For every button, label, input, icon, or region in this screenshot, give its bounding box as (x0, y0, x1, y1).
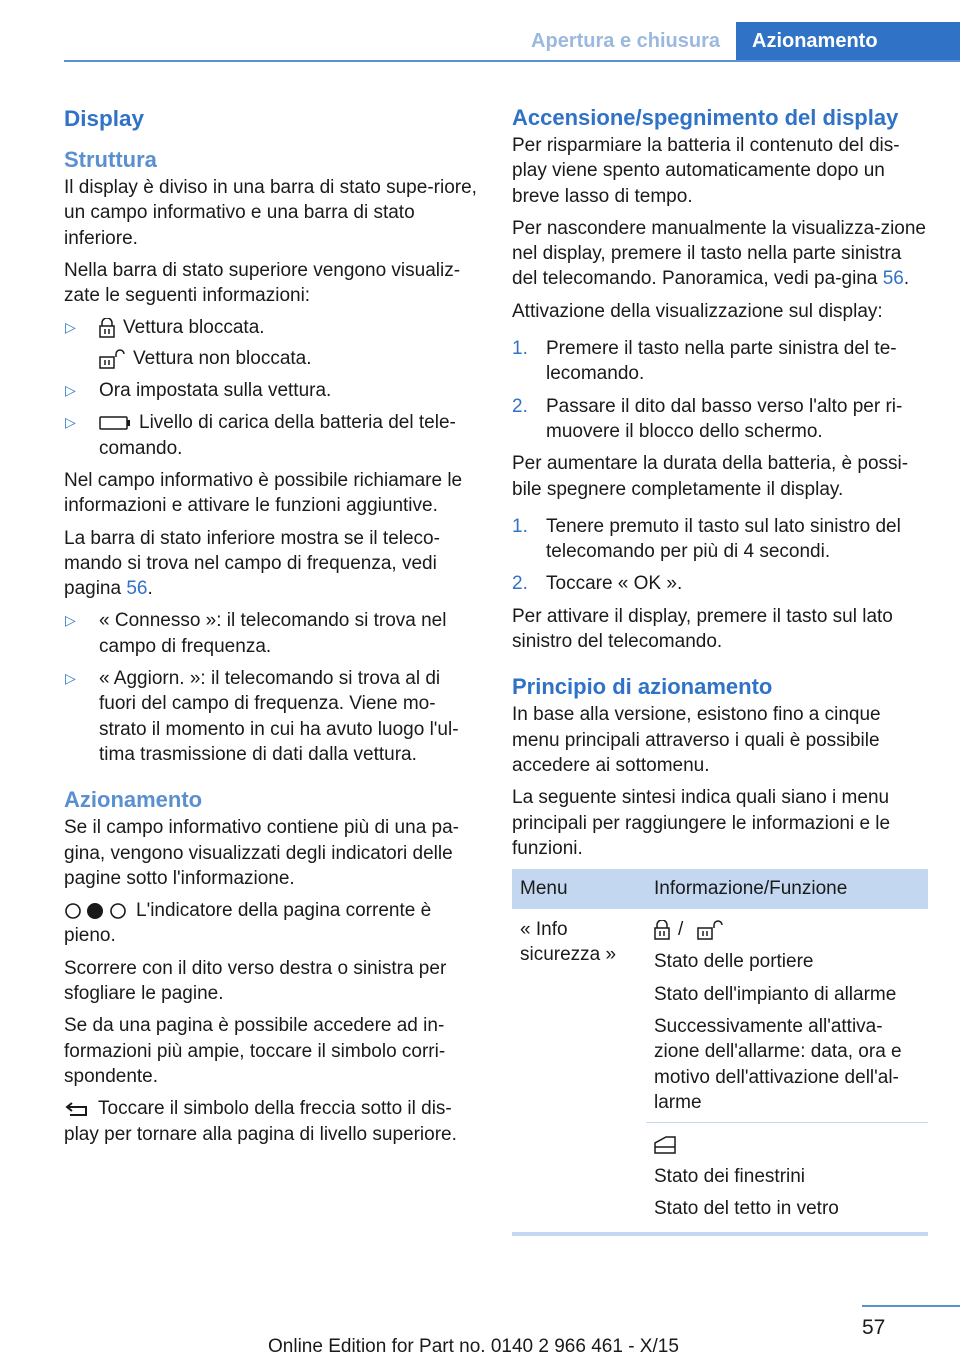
step-number: 1. (512, 338, 528, 360)
header-section-title: Apertura e chiusura (531, 30, 720, 52)
footer-rule (862, 1305, 960, 1307)
table-row (512, 1123, 928, 1228)
column-header-info: Informazione/Funzione (646, 869, 928, 909)
list-item-text: « Aggiorn. »: il telecomando si trova al di fuori del campo di frequenza. Viene mo-strato il momento in cui ha avuto luogo l'ul-tima trasmissione di dati dalla vettura. (99, 668, 459, 765)
paragraph: Il display è diviso in una barra di stato supe-riore, un campo informativo e una barra di stato inferiore. (64, 177, 477, 249)
table-cell-menu (512, 1123, 646, 1228)
list-item (64, 346, 482, 371)
info-line: Stato delle portiere (654, 951, 814, 973)
list-item (512, 394, 928, 445)
status-bar-list (64, 315, 482, 460)
list-item (512, 514, 928, 565)
list-item-text: Ora impostata sulla vettura. (99, 380, 332, 402)
list-item-text: Toccare « OK ». (546, 573, 683, 595)
step-number: 2. (512, 395, 528, 417)
bullet-triangle-icon: ▷ (65, 414, 76, 431)
paragraph: Nel campo informativo è possibile richiamare le informazioni e attivare le funzioni aggiuntive. (64, 469, 463, 517)
separator-text: / (678, 919, 684, 941)
paragraph: Nella barra di stato superiore vengono visualiz-zate le seguenti informazioni: (64, 259, 461, 307)
list-item (64, 315, 482, 340)
paragraph: Per aumentare la durata della batteria, è possi-bile spegnere completamente il display. (512, 453, 909, 500)
table-cell-info (646, 909, 928, 1123)
table-header-row (512, 869, 928, 909)
table-cell-menu: « Info sicurezza » (520, 919, 617, 966)
heading-azionamento: Azionamento (64, 787, 203, 813)
list-item-text: Passare il dito dal basso verso l'alto per ri-muovere il blocco dello schermo. (546, 395, 903, 442)
paragraph-text: La barra di stato inferiore mostra se il teleco-mando si trova nel campo di frequenza, vedi pagina (64, 527, 440, 600)
paragraph: Se da una pagina è possibile accedere ad in-formazioni più ampie, toccare il simbolo corri-spondente. (64, 1015, 446, 1087)
list-item (64, 666, 482, 767)
list-item (64, 608, 482, 659)
heading-accensione: Accensione/spegnimento del display (512, 105, 899, 130)
list-item-text: Livello di carica della batteria del tele-comando. (99, 412, 456, 459)
paragraph (64, 1096, 482, 1147)
heading-struttura: Struttura (64, 147, 157, 172)
paragraph: Se il campo informativo contiene più di una pa-gina, vengono visualizzati degli indicatori delle pagine sotto l'informazione. (64, 817, 460, 889)
left-column (64, 100, 482, 1154)
header-chapter-tab: Azionamento (736, 22, 960, 62)
frequency-list (64, 608, 482, 767)
bullet-triangle-icon: ▷ (65, 612, 76, 629)
step-number: 1. (512, 515, 528, 537)
page-link[interactable]: 56 (126, 578, 148, 600)
back-arrow-icon (64, 1101, 90, 1117)
icon-line (654, 1131, 920, 1156)
list-item (64, 410, 482, 461)
paragraph: In base alla versione, esistono fino a cinque menu principali attraverso i quali è possibile accedere ai sottomenu. (512, 704, 881, 776)
menu-table (512, 869, 928, 1228)
info-line: Stato dell'impianto di allarme (654, 983, 897, 1005)
header-rule (64, 60, 960, 62)
paragraph: Scorrere con il dito verso destra o sinistra per sfogliare le pagine. (64, 957, 447, 1005)
paragraph-text: L'indicatore della pagina corrente è pieno. (64, 900, 432, 947)
list-item (512, 571, 928, 596)
icon-line (654, 917, 920, 942)
list-item-text: Premere il tasto nella parte sinistra del te-lecomando. (546, 338, 897, 385)
section-title-display: Display (64, 106, 145, 131)
footer-edition: Online Edition for Part no. 0140 2 966 461 - X/15 (268, 1336, 679, 1357)
paragraph-text: Per nascondere manualmente la visualizza-zione nel display, premere il tasto nella parte sinistra del telecomando. Panoramica, vedi pa-gina (512, 217, 927, 290)
battery-icon (99, 416, 131, 430)
lock-open-icon (99, 349, 125, 369)
steps-list (512, 336, 928, 444)
lock-closed-icon (99, 318, 115, 338)
paragraph (64, 898, 482, 949)
paragraph-text: Toccare il simbolo della freccia sotto il dis-play per tornare alla pagina di livello superiore. (64, 1098, 457, 1145)
list-item-text: Vettura bloccata. (123, 317, 265, 339)
bullet-triangle-icon: ▷ (65, 382, 76, 399)
paragraph: La seguente sintesi indica quali siano i menu principali per raggiungere le informazioni e le funzioni. (512, 787, 891, 859)
list-item-text: Tenere premuto il tasto sul lato sinistro del telecomando per più di 4 secondi. (546, 515, 901, 563)
step-number: 2. (512, 573, 528, 595)
info-line: Successivamente all'attiva-zione dell'allarme: data, ora e motivo dell'attivazione dell'al-larme (654, 1016, 902, 1113)
page-indicator-icon (64, 902, 128, 920)
right-column (512, 100, 928, 1236)
list-item (512, 336, 928, 387)
info-line: Stato del tetto in vetro (654, 1197, 839, 1219)
paragraph: Per attivare il display, premere il tasto sul lato sinistro del telecomando. (512, 605, 893, 653)
page-header (64, 0, 960, 62)
list-item-text: Vettura non bloccata. (133, 347, 312, 369)
paragraph: Per nascondere manualmente la visualizza-zione nel display, premere il tasto nella parte sinistra del telecomando. Panoramica, vedi pa-gina 56. (512, 217, 927, 290)
paragraph: Attivazione della visualizzazione sul display: (512, 300, 883, 322)
lock-open-icon (697, 920, 723, 940)
list-item (64, 378, 482, 403)
window-icon (654, 1134, 676, 1154)
bullet-triangle-icon: ▷ (65, 670, 76, 687)
bullet-triangle-icon: ▷ (65, 319, 76, 336)
list-item-text: « Connesso »: il telecomando si trova nel campo di frequenza. (99, 610, 447, 657)
table-bottom-rule (512, 1232, 928, 1236)
table-cell-info (646, 1123, 928, 1228)
column-header-menu: Menu (512, 869, 646, 909)
page-number: 57 (862, 1316, 886, 1339)
info-line: Stato dei finestrini (654, 1165, 806, 1187)
paragraph: Per risparmiare la batteria il contenuto del dis-play viene spento automaticamente dopo un breve lasso di tempo. (512, 135, 900, 207)
steps-list (512, 514, 928, 597)
lock-closed-icon (654, 920, 670, 940)
heading-principio: Principio di azionamento (512, 674, 773, 700)
page-link[interactable]: 56 (882, 268, 904, 290)
table-row (512, 909, 928, 1123)
paragraph: La barra di stato inferiore mostra se il teleco-mando si trova nel campo di frequenza, vedi pagina 56. (64, 527, 440, 600)
